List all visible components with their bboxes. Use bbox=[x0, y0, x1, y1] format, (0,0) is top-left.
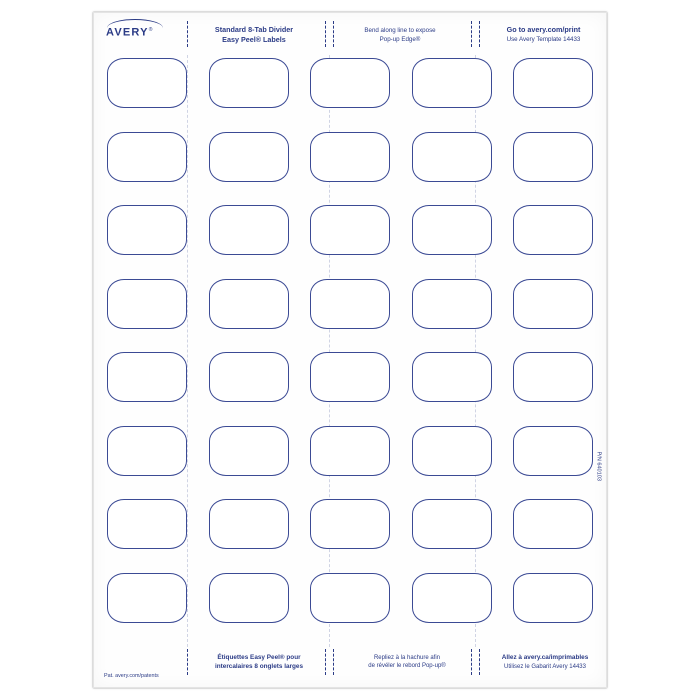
fold-line-header-3 bbox=[333, 21, 334, 47]
header-block2-line2: Pop-up Edge® bbox=[379, 35, 421, 43]
label-cell[interactable] bbox=[310, 426, 390, 476]
footer-block1-line1: Étiquettes Easy Peel® pour bbox=[217, 654, 301, 661]
label-cell[interactable] bbox=[412, 58, 492, 108]
label-grid bbox=[107, 58, 595, 646]
label-row bbox=[107, 352, 595, 402]
header-block3-line2: Use Avery Template 14433 bbox=[506, 35, 581, 43]
label-cell[interactable] bbox=[209, 205, 289, 255]
label-sheet bbox=[93, 12, 607, 688]
label-cell[interactable] bbox=[513, 499, 593, 549]
header-block-bend-instruction bbox=[340, 27, 460, 44]
label-row bbox=[107, 499, 595, 549]
label-cell[interactable] bbox=[513, 279, 593, 329]
label-cell[interactable] bbox=[310, 132, 390, 182]
label-row bbox=[107, 205, 595, 255]
fold-line-footer-2 bbox=[325, 649, 326, 675]
label-cell[interactable] bbox=[107, 499, 187, 549]
label-cell[interactable] bbox=[310, 279, 390, 329]
label-cell[interactable] bbox=[107, 573, 187, 623]
label-row bbox=[107, 279, 595, 329]
fold-line-header-5 bbox=[479, 21, 480, 47]
header-block-print-url bbox=[486, 25, 601, 44]
fold-line-header-2 bbox=[325, 21, 326, 47]
footer-block-french-bend bbox=[342, 654, 472, 670]
label-cell[interactable] bbox=[107, 279, 187, 329]
footer-block3-line2: Utilisez le Gabarit Avery 14433 bbox=[504, 663, 586, 670]
label-cell[interactable] bbox=[209, 499, 289, 549]
label-cell[interactable] bbox=[310, 58, 390, 108]
footer-block1-line2: intercalaires 8 onglets larges bbox=[214, 662, 304, 670]
label-cell[interactable] bbox=[107, 58, 187, 108]
label-cell[interactable] bbox=[513, 58, 593, 108]
label-cell[interactable] bbox=[310, 499, 390, 549]
label-cell[interactable] bbox=[310, 573, 390, 623]
label-row bbox=[107, 573, 595, 623]
label-cell[interactable] bbox=[412, 352, 492, 402]
patents-notice: Pat. avery.com/patents bbox=[104, 673, 159, 679]
label-cell[interactable] bbox=[209, 573, 289, 623]
fold-line-footer-3 bbox=[333, 649, 334, 675]
part-number-label: P/N 640103 bbox=[596, 451, 602, 481]
fold-line-header-4 bbox=[471, 21, 472, 47]
fold-line-footer-1 bbox=[187, 649, 188, 675]
footer-block-french-name bbox=[194, 654, 324, 671]
label-row bbox=[107, 58, 595, 108]
footer-block3-line1: Allez à avery.ca/imprimables bbox=[501, 654, 589, 661]
header-block-template-name bbox=[194, 25, 314, 44]
label-cell[interactable] bbox=[209, 279, 289, 329]
label-cell[interactable] bbox=[310, 205, 390, 255]
label-cell[interactable] bbox=[107, 426, 187, 476]
label-cell[interactable] bbox=[513, 132, 593, 182]
footer-block2-line2: de révéler le rebord Pop-up® bbox=[368, 663, 446, 669]
avery-logo bbox=[106, 25, 176, 39]
label-cell[interactable] bbox=[513, 205, 593, 255]
label-cell[interactable] bbox=[107, 352, 187, 402]
label-cell[interactable] bbox=[513, 573, 593, 623]
header-block1-line1: Standard 8-Tab Divider bbox=[214, 25, 294, 34]
label-row bbox=[107, 132, 595, 182]
avery-wordmark-text: AVERY bbox=[106, 26, 149, 39]
footer-block2-line1: Repliez à la hachure afin bbox=[373, 655, 441, 661]
label-cell[interactable] bbox=[412, 426, 492, 476]
label-cell[interactable] bbox=[107, 205, 187, 255]
label-cell[interactable] bbox=[310, 352, 390, 402]
avery-swoosh-icon bbox=[107, 19, 163, 28]
label-cell[interactable] bbox=[513, 352, 593, 402]
header-block1-line2: Easy Peel® Labels bbox=[222, 34, 286, 44]
header-block2-line1: Bend along line to expose bbox=[364, 27, 436, 34]
footer-block-french-url bbox=[486, 654, 604, 671]
label-cell[interactable] bbox=[209, 132, 289, 182]
label-row bbox=[107, 426, 595, 476]
label-cell[interactable] bbox=[412, 279, 492, 329]
label-cell[interactable] bbox=[412, 132, 492, 182]
label-cell[interactable] bbox=[412, 573, 492, 623]
fold-line-header-1 bbox=[187, 21, 188, 47]
label-cell[interactable] bbox=[209, 426, 289, 476]
label-cell[interactable] bbox=[412, 499, 492, 549]
avery-registered-mark: ® bbox=[148, 27, 154, 33]
label-cell[interactable] bbox=[107, 132, 187, 182]
label-cell[interactable] bbox=[209, 352, 289, 402]
header-block3-line1: Go to avery.com/print bbox=[506, 25, 581, 34]
sheet-header bbox=[94, 13, 606, 53]
label-cell[interactable] bbox=[209, 58, 289, 108]
label-cell[interactable] bbox=[513, 426, 593, 476]
label-cell[interactable] bbox=[412, 205, 492, 255]
fold-line-footer-5 bbox=[479, 649, 480, 675]
